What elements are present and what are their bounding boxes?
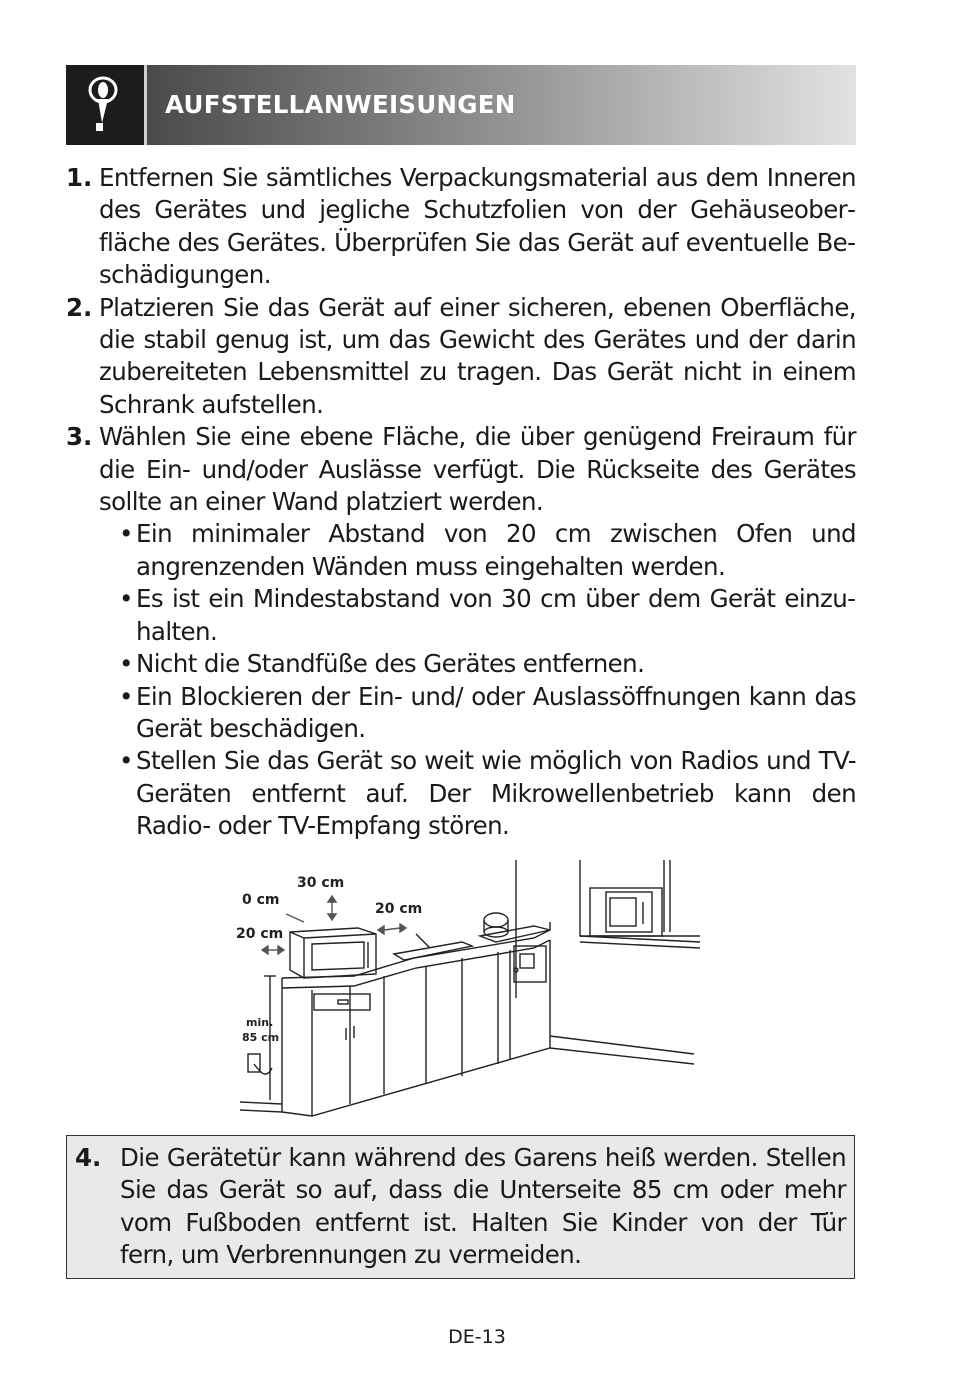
bullet-dot: • xyxy=(119,519,133,549)
label-20cm-left: 20 cm xyxy=(236,926,284,942)
section-header xyxy=(66,65,856,145)
bullet-dot: • xyxy=(119,681,133,711)
bullet-text: Stellen Sie das Gerät so weit wie möglich von Radios und TV-Geräten entfernt auf. Der Mikrowellenbetrieb kann den Radio- oder TV-Empfang stören. xyxy=(136,746,856,841)
bullet-text: Ein minimaler Abstand von 20 cm zwischen Ofen und angrenzenden Wänden muss eingehalten werden. xyxy=(136,519,856,581)
note-item xyxy=(75,1142,846,1272)
list-item xyxy=(119,518,856,583)
kitchen-illustration xyxy=(234,858,700,1118)
label-85cm: 85 cm xyxy=(242,1031,280,1044)
bullet-text: Es ist ein Mindestabstand von 30 cm über dem Gerät einzuhalten. xyxy=(136,584,856,646)
label-0cm: 0 cm xyxy=(242,892,280,908)
step-number: 1. xyxy=(66,163,93,192)
note-text: Die Gerätetür kann während des Garens heiß werden. Stellen Sie das Gerät so auf, dass die Unterseite 85 cm oder mehr vom Fußboden entfernt ist. Halten Sie Kinder von der Tür fern, um Verbrennungen zu vermeiden. xyxy=(120,1143,846,1270)
instruction-list xyxy=(66,162,856,843)
label-20cm-right: 20 cm xyxy=(375,901,423,917)
icon-box xyxy=(66,65,147,145)
list-item xyxy=(119,583,856,648)
bullet-text: Nicht die Standfüße des Gerätes entfernen. xyxy=(136,649,645,679)
list-item xyxy=(119,681,856,746)
warning-note-box xyxy=(66,1135,855,1279)
step-text: Wählen Sie eine ebene Fläche, die über genügend Freiraum für die Ein- und/oder Auslässe verfügt. Die Rückseite des Gerätes sollte an einer Wand platziert werden. xyxy=(99,422,856,517)
info-pencil-icon xyxy=(86,75,122,135)
bullet-dot: • xyxy=(119,746,133,776)
bullet-text: Ein Blockieren der Ein- und/ oder Auslassöffnungen kann das Gerät beschädigen. xyxy=(136,681,856,743)
list-item xyxy=(119,648,856,680)
bullet-dot: • xyxy=(119,584,133,614)
label-min: min. xyxy=(246,1016,274,1029)
step-1 xyxy=(66,162,856,292)
step-3 xyxy=(66,421,856,842)
bullet-list xyxy=(99,518,856,842)
page-title: AUFSTELLANWEISUNGEN xyxy=(165,90,516,119)
note-number: 4. xyxy=(75,1143,102,1172)
step-text: Platzieren Sie das Gerät auf einer sicheren, ebenen Oberfläche, die stabil genug ist, um das Gewicht des Gerätes und der darin zubereiteten Lebensmittel zu tragen. Das Gerät nicht in einem Schrank aufstellen. xyxy=(99,292,856,419)
label-30cm: 30 cm xyxy=(297,875,345,891)
list-item xyxy=(119,745,856,842)
step-number: 3. xyxy=(66,422,93,452)
bullet-dot: • xyxy=(119,649,133,679)
page-number: DE-13 xyxy=(448,1326,506,1348)
step-2 xyxy=(66,292,856,422)
step-text: Entfernen Sie sämtliches Verpackungsmaterial aus dem Inneren des Gerätes und jegliche Schutzfolien von der Gehäuseoberfläche des Gerätes. Überprüfen Sie das Gerät auf eventuelle Beschädigungen. xyxy=(99,163,856,290)
step-number: 2. xyxy=(66,292,93,322)
